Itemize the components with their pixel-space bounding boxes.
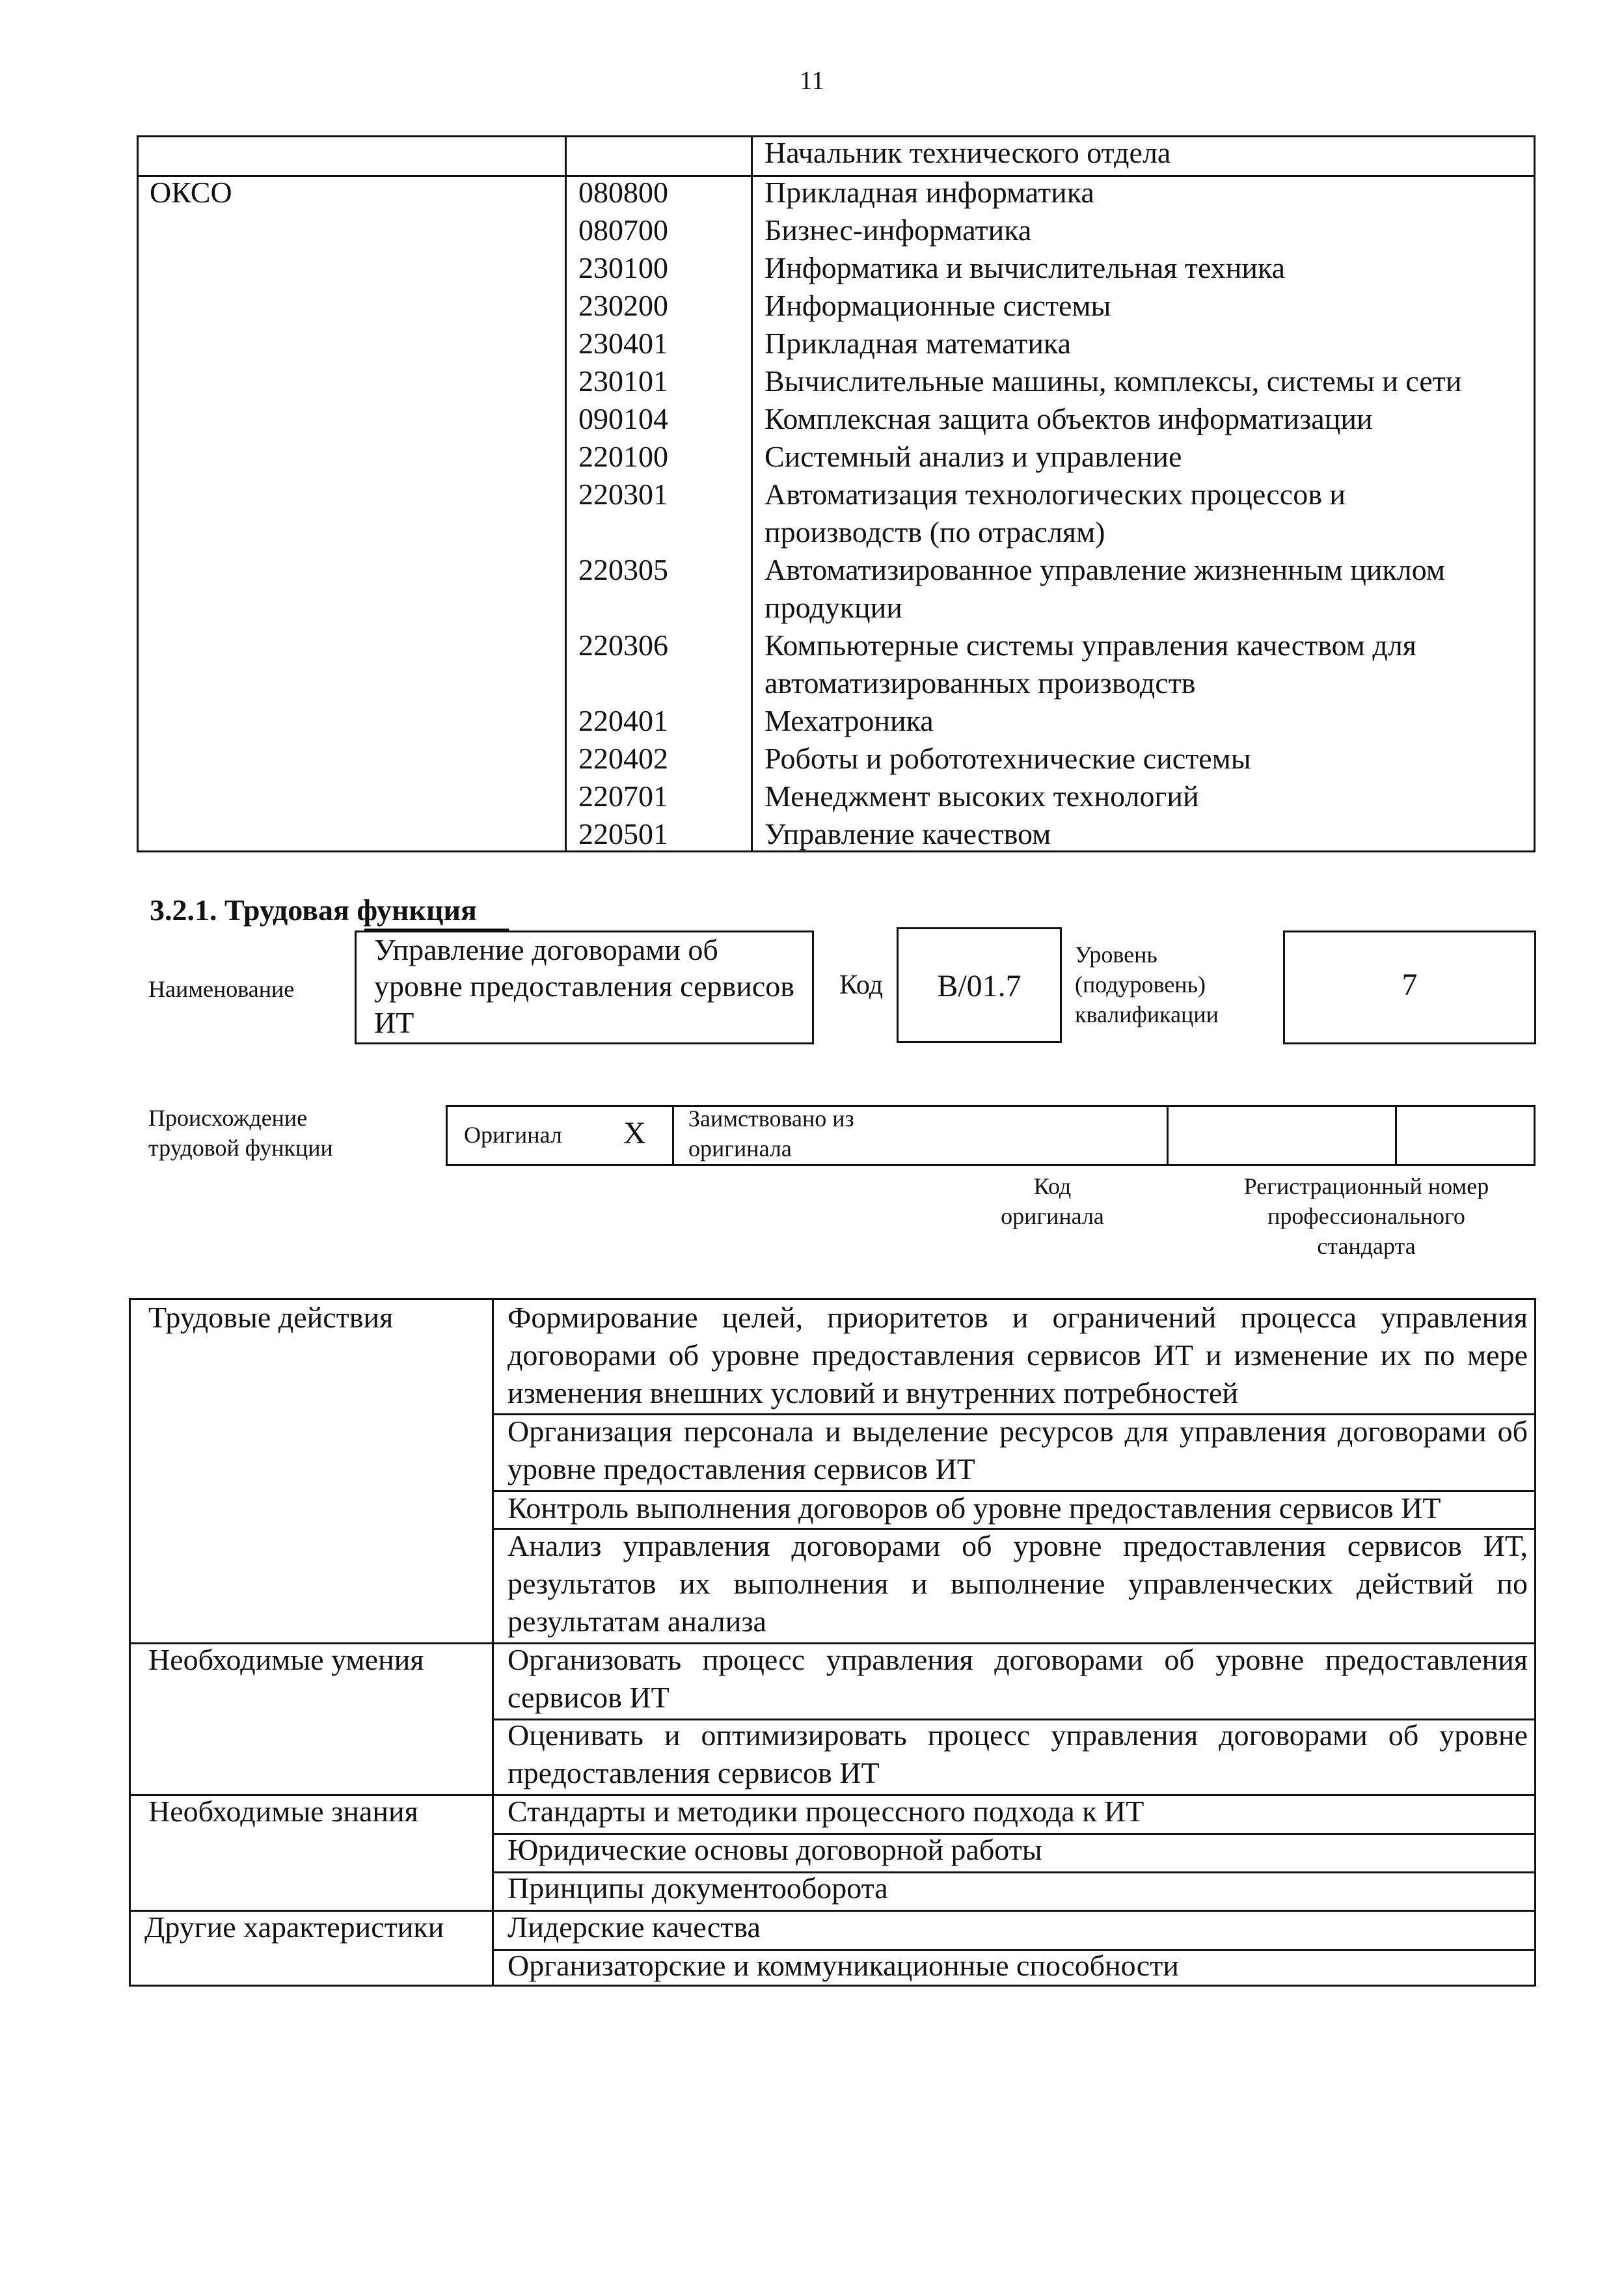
okso-codes-column xyxy=(578,174,668,853)
okso-name: Бизнес-информатика xyxy=(765,213,1032,247)
name-label: Наименование xyxy=(148,976,295,1002)
origin-label-line: трудовой функции xyxy=(148,1135,333,1161)
action-item: Анализ управления договорами об уровне предоставления сервисов ИТ, результатов их выполнения и выполнение управленческих действий по результатам анализа xyxy=(508,1529,1528,1638)
okso-code: 220306 xyxy=(578,629,668,662)
okso-name: Прикладная математика xyxy=(765,327,1072,360)
knowledge-item: Принципы документооборота xyxy=(508,1871,888,1905)
knowledge-item: Стандарты и методики процессного подхода к ИТ xyxy=(508,1795,1144,1828)
knowledge-label: Необходимые знания xyxy=(148,1795,418,1828)
origin-label-line: Происхождение xyxy=(148,1105,308,1131)
origin-label xyxy=(148,1103,333,1163)
okso-code: 220701 xyxy=(578,780,668,813)
action-item: Формирование целей, приоритетов и ограничений процесса управления договорами об уровне предоставления сервисов ИТ и изменение их по мере изменения внешних условий и внутренних потребностей xyxy=(508,1301,1528,1409)
caption-line: Код xyxy=(1033,1173,1072,1199)
code-value: B/01.7 xyxy=(937,969,1022,1003)
okso-name: Компьютерные системы управления качеством для xyxy=(765,629,1416,662)
okso-label: ОКСО xyxy=(150,176,232,209)
knowledge-item: Юридические основы договорной работы xyxy=(508,1833,1042,1866)
okso-name: Мехатроника xyxy=(765,704,934,737)
okso-name: Информационные системы xyxy=(765,289,1111,322)
okso-code: 090104 xyxy=(578,402,668,435)
okso-code: 080700 xyxy=(578,213,668,247)
okso-name: Роботы и робототехнические системы xyxy=(765,742,1251,775)
okso-name: Автоматизация технологических процессов и xyxy=(765,478,1346,511)
skill-item: Организовать процесс управления договорами об уровне предоставления сервисов ИТ xyxy=(508,1643,1528,1714)
level-label-line: (подуровень) xyxy=(1075,971,1206,998)
code-original-caption xyxy=(937,1171,1168,1231)
function-name: Управление договорами об уровне предоставления сервисов ИТ xyxy=(374,933,794,1039)
okso-name: Вычислительные машины, комплексы, системы и сети xyxy=(765,364,1462,398)
other-item: Лидерские качества xyxy=(508,1910,761,1944)
okso-code: 220402 xyxy=(578,742,668,775)
actions-label: Трудовые действия xyxy=(148,1301,394,1334)
okso-name: Автоматизированное управление жизненным циклом xyxy=(765,553,1445,586)
okso-code: 220301 xyxy=(578,478,668,511)
origin-table xyxy=(446,1105,1536,1166)
registration-caption xyxy=(1197,1171,1536,1261)
borrowed-label xyxy=(688,1104,854,1163)
okso-name: Системный анализ и управление xyxy=(765,440,1182,473)
okso-name: Менеджмент высоких технологий xyxy=(765,780,1199,813)
original-label: Оригинал xyxy=(464,1122,562,1148)
okso-code: 230101 xyxy=(578,364,668,398)
okso-code: 220401 xyxy=(578,704,668,737)
caption-line: оригинала xyxy=(1001,1203,1104,1229)
okso-name: Комплексная защита объектов информатизации xyxy=(765,402,1373,435)
okso-names-column xyxy=(765,174,1461,853)
skills-label: Необходимые умения xyxy=(148,1643,424,1676)
okso-name-continued: производств (по отраслям) xyxy=(765,515,1105,549)
okso-name: Информатика и вычислительная техника xyxy=(765,251,1286,284)
okso-code: 220501 xyxy=(578,817,668,850)
borrowed-label-line: Заимствовано из xyxy=(688,1106,854,1132)
caption-line: стандарта xyxy=(1317,1233,1416,1259)
okso-code: 080800 xyxy=(578,176,668,209)
level-label xyxy=(1075,940,1219,1029)
level-label-line: Уровень xyxy=(1075,942,1157,968)
okso-code: 230100 xyxy=(578,251,668,284)
okso-name: Прикладная информатика xyxy=(765,176,1094,209)
okso-code: 220305 xyxy=(578,553,668,586)
action-item: Контроль выполнения договоров об уровне предоставления сервисов ИТ xyxy=(508,1491,1441,1525)
other-item: Организаторские и коммуникационные способности xyxy=(508,1949,1179,1982)
action-item: Организация персонала и выделение ресурсов для управления договорами об уровне предоставления сервисов ИТ xyxy=(508,1415,1528,1486)
okso-name-continued: автоматизированных производств xyxy=(765,666,1196,700)
okso-name-continued: продукции xyxy=(765,591,902,624)
okso-name: Управление качеством xyxy=(765,817,1051,850)
section-title: 3.2.1. Трудовая функция xyxy=(150,893,477,927)
skill-item: Оценивать и оптимизировать процесс управления договорами об уровне предоставления сервисов ИТ xyxy=(508,1718,1528,1789)
okso-code: 220100 xyxy=(578,440,668,473)
code-label: Код xyxy=(839,970,884,1000)
other-label: Другие характеристики xyxy=(144,1910,444,1944)
level-value: 7 xyxy=(1401,968,1418,1002)
original-mark: X xyxy=(623,1116,646,1150)
borrowed-label-line: оригинала xyxy=(688,1135,792,1161)
okso-code: 230401 xyxy=(578,327,668,360)
caption-line: профессионального xyxy=(1267,1203,1465,1229)
page-number: 11 xyxy=(799,66,825,95)
level-label-line: квалификации xyxy=(1075,1001,1219,1027)
okso-header-name: Начальник технического отдела xyxy=(765,136,1171,169)
okso-code: 230200 xyxy=(578,289,668,322)
caption-line: Регистрационный номер xyxy=(1243,1173,1489,1199)
